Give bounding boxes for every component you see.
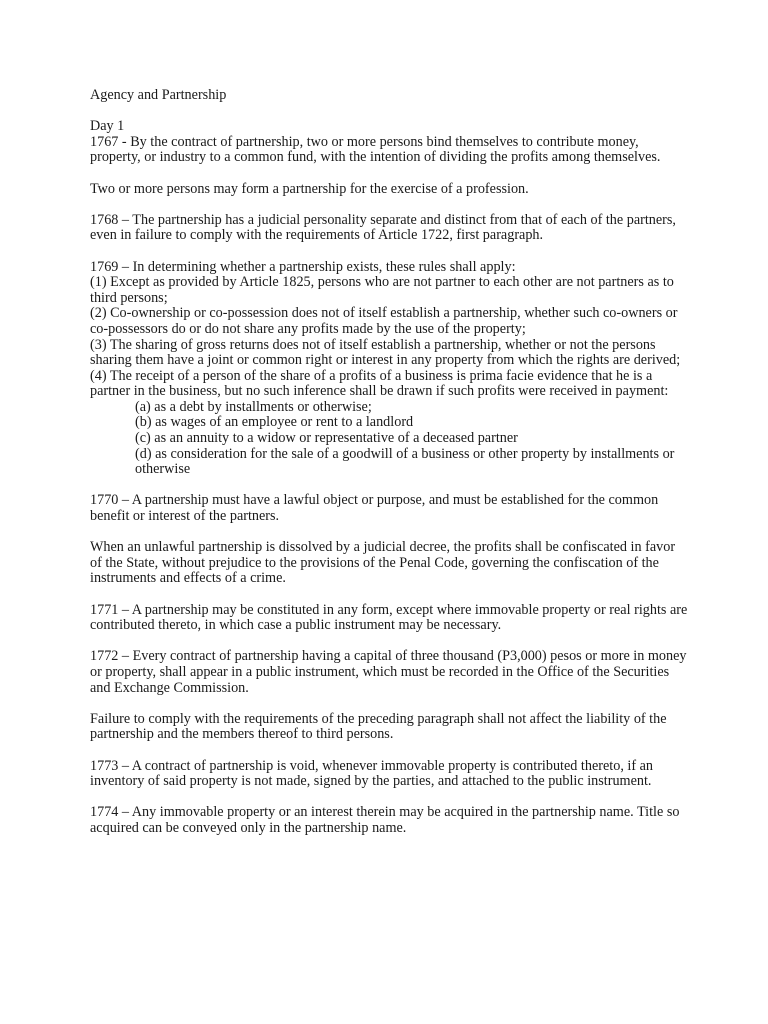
article-1772: 1772 – Every contract of partnership having a capital of three thousand (P3,000) pesos or more in money or property, shall appear in a public instrument, which must be recorded in the Office of the Securities and Exchange Commission. xyxy=(90,648,687,696)
article-1769-subitem-b: (b) as wages of an employee or rent to a landlord xyxy=(135,414,414,431)
article-1769-rule-2: (2) Co-ownership or co-possession does not of itself establish a partnership, whether such co-owners or co-possessors do or do not share any profits made by the use of the property; xyxy=(90,305,678,337)
article-1769-intro: 1769 – In determining whether a partnership exists, these rules shall apply: xyxy=(90,258,516,275)
article-1770: 1770 – A partnership must have a lawful object or purpose, and must be established for the common benefit or interest of the partners. xyxy=(90,492,659,525)
article-1768: 1768 – The partnership has a judicial personality separate and distinct from that of each of the partners, even in failure to comply with the requirements of Article 1722, first paragraph. xyxy=(90,211,676,244)
document-title: Agency and Partnership xyxy=(90,87,227,103)
article-1771: 1771 – A partnership may be constituted in any form, except where immovable property or real rights are contributed thereto, in which case a public instrument may be necessary. xyxy=(90,601,688,634)
article-1769-subitem-a: (a) as a debt by installments or otherwise; xyxy=(135,398,372,415)
article-1769-subitem-c: (c) as an annuity to a widow or representative of a deceased partner xyxy=(135,430,518,447)
article-1769-rule-4: (4) The receipt of a person of the share of a profits of a business is prima facie evidence that he is a partner in the business, but no such inference shall be drawn if such profits were received in payment: xyxy=(90,367,669,400)
profession-paragraph: Two or more persons may form a partnership for the exercise of a profession. xyxy=(90,180,529,197)
article-1769-subitem-d: (d) as consideration for the sale of a goodwill of a business or other property by installments or otherwise xyxy=(135,445,675,478)
article-1773: 1773 – A contract of partnership is void, whenever immovable property is contributed thereto, if an inventory of said property is not made, signed by the parties, and attached to the public instrument. xyxy=(90,757,654,790)
article-1767-block xyxy=(90,119,690,166)
article-1769-rule-3: (3) The sharing of gross returns does not of itself establish a partnership, whether or not the persons sharing them have a joint or common right or interest in any property from which the rights are derived; xyxy=(90,336,681,369)
article-1774: 1774 – Any immovable property or an interest therein may be acquired in the partnership name. Title so acquired can be conveyed only in the partnership name. xyxy=(90,804,680,836)
day-label: Day 1 xyxy=(90,118,125,135)
failure-paragraph: Failure to comply with the requirements of the preceding paragraph shall not affect the liability of the partnership and the members thereof to third persons. xyxy=(90,710,667,743)
article-1769-rule-1: (1) Except as provided by Article 1825, persons who are not partner to each other are not partners as to third persons; xyxy=(90,274,674,306)
document-page xyxy=(90,88,690,852)
article-1769-block xyxy=(90,260,690,478)
article-1767: 1767 - By the contract of partnership, two or more persons bind themselves to contribute money, property, or industry to a common fund, with the intention of dividing the profits among themselves. xyxy=(90,133,661,166)
unlawful-partnership-paragraph: When an unlawful partnership is dissolved by a judicial decree, the profits shall be confiscated in favor of the State, without prejudice to the provisions of the Penal Code, governing the confiscation of the instruments and effects of a crime. xyxy=(90,539,676,587)
